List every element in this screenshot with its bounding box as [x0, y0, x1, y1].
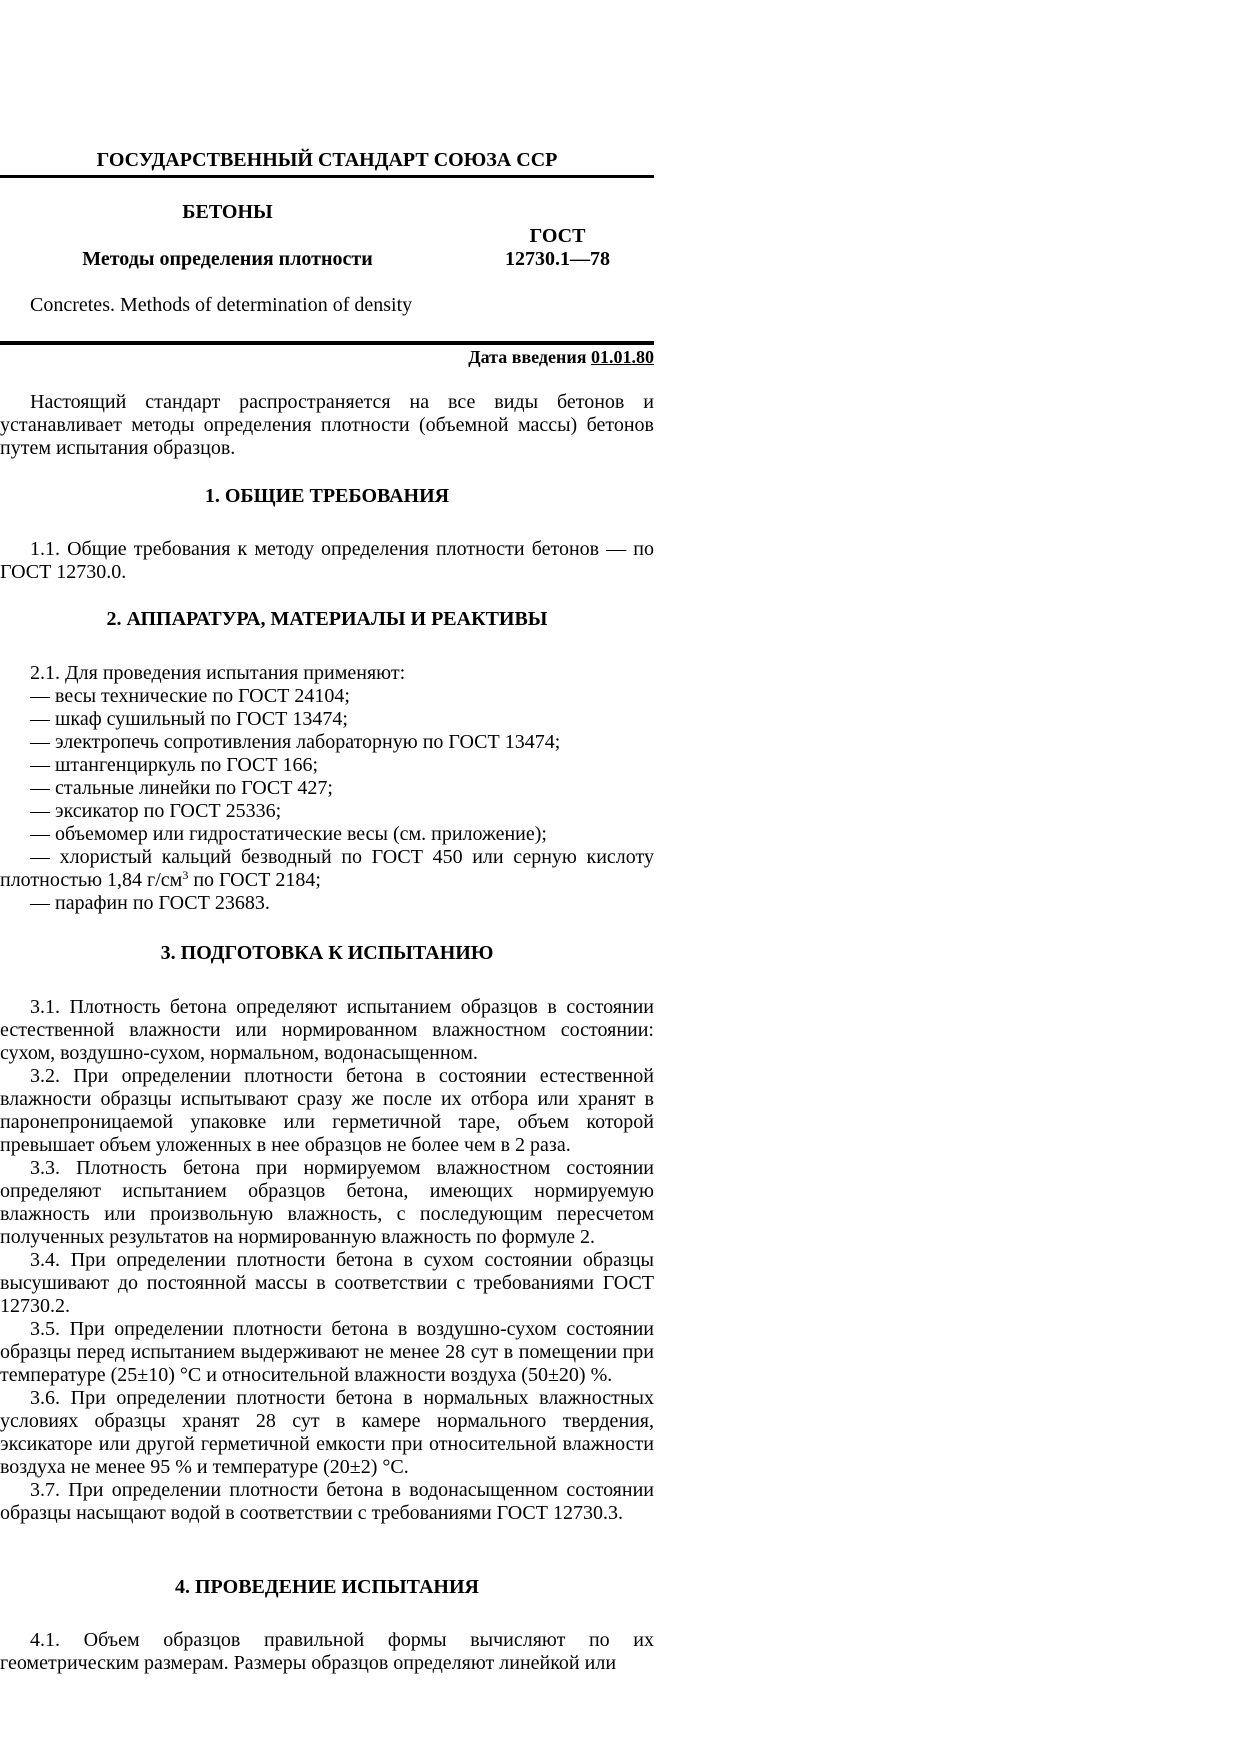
reagent-text: — хлористый кальций безводный по ГОСТ 450 или серную кислоту плотностью 1,84 г/см [0, 846, 654, 891]
reagent-text-end: по ГОСТ 2184; [188, 869, 321, 891]
list-item: — шкаф сушильный по ГОСТ 13474; [30, 708, 348, 730]
list-item: — штангенциркуль по ГОСТ 166; [30, 754, 319, 776]
document-title: БЕТОНЫ [182, 201, 273, 223]
paragraph-3-6: 3.6. При определении плотности бетона в нормальных влажностных условиях образцы хранят 28 сут в камере нормального твердения, эксикаторе или другой герметичной емкости при относительной влажности воздуха не менее 95 % и температуре (20±2) °С. [0, 1387, 654, 1478]
list-item: — парафин по ГОСТ 23683. [30, 892, 270, 914]
intro-block [0, 391, 654, 460]
paragraph-1-1: 1.1. Общие требования к методу определения плотности бетонов — по ГОСТ 12730.0. [0, 538, 654, 583]
section-1-body [0, 538, 654, 584]
list-item-reagents [0, 846, 654, 892]
list-item: — электропечь сопротивления лабораторную по ГОСТ 13474; [30, 731, 561, 753]
introduction-date [0, 346, 654, 369]
paragraph-3-3: 3.3. Плотность бетона при нормируемом влажностном состоянии определяют испытанием образцов бетона, имеющих нормируемую влажность или произвольную влажность, с последующим пересчетом полученных результатов на нормированную влажность по формуле 2. [0, 1157, 654, 1248]
gost-label: ГОСТ [529, 225, 586, 247]
paragraph-3-2: 3.2. При определении плотности бетона в состоянии естественной влажности образцы испытывают сразу же после их отбора или хранят в паронепроницаемой упаковке или герметичной таре, объем которой превышает объем уложенных в нее образцов не более чем в 2 раза. [0, 1065, 654, 1156]
english-title: Concretes. Methods of determination of density [30, 294, 413, 316]
section-4-heading: 4. ПРОВЕДЕНИЕ ИСПЫТАНИЯ [175, 1576, 479, 1598]
list-item: — объемомер или гидростатические весы (см. приложение); [30, 823, 547, 845]
superscript-3: 3 [182, 868, 189, 882]
section-3-body [0, 996, 654, 1525]
section-4-body [0, 1629, 654, 1675]
paragraph-3-1: 3.1. Плотность бетона определяют испытанием образцов в состоянии естественной влажности или нормированном влажностном состоянии: сухом, воздушно-сухом, нормальном, водонасыщенном. [0, 996, 654, 1064]
bottom-rule [0, 341, 654, 345]
section-2-body [0, 662, 654, 915]
gost-number: 12730.1—78 [505, 248, 610, 270]
intro-paragraph: Настоящий стандарт распространяется на все виды бетонов и устанавливает методы определения плотности (объемной массы) бетонов путем испытания образцов. [0, 391, 654, 459]
date-value: 01.01.80 [591, 347, 654, 367]
paragraph-4-1: 4.1. Объем образцов правильной формы вычисляют по их геометрическим размерам. Размеры образцов определяют линейкой или [0, 1629, 654, 1674]
paragraph-3-7: 3.7. При определении плотности бетона в водонасыщенном состоянии образцы насыщают водой в соответствии с требованиями ГОСТ 12730.3. [0, 1479, 654, 1524]
list-item: — стальные линейки по ГОСТ 427; [30, 777, 333, 799]
paragraph-2-1: 2.1. Для проведения испытания применяют: [30, 662, 406, 684]
list-item: — эксикатор по ГОСТ 25336; [30, 800, 282, 822]
standard-org-heading: ГОСУДАРСТВЕННЫЙ СТАНДАРТ СОЮЗА ССР [96, 149, 558, 171]
paragraph-3-5: 3.5. При определении плотности бетона в воздушно-сухом состоянии образцы перед испытанием выдерживают не менее 28 сут в помещении при температуре (25±10) °С и относительной влажности воздуха (50±20) %. [0, 1318, 654, 1386]
date-label: Дата введения [468, 347, 587, 367]
list-item: — весы технические по ГОСТ 24104; [30, 685, 350, 707]
paragraph-3-4: 3.4. При определении плотности бетона в сухом состоянии образцы высушивают до постоянной массы в соответствии с требованиями ГОСТ 12730.2. [0, 1249, 654, 1317]
section-3-heading: 3. ПОДГОТОВКА К ИСПЫТАНИЮ [160, 942, 494, 964]
document-subtitle: Методы определения плотности [82, 248, 373, 270]
top-rule [0, 175, 654, 178]
section-2-heading: 2. АППАРАТУРА, МАТЕРИАЛЫ И РЕАКТИВЫ [106, 608, 548, 630]
section-1-heading: 1. ОБЩИЕ ТРЕБОВАНИЯ [204, 485, 450, 507]
